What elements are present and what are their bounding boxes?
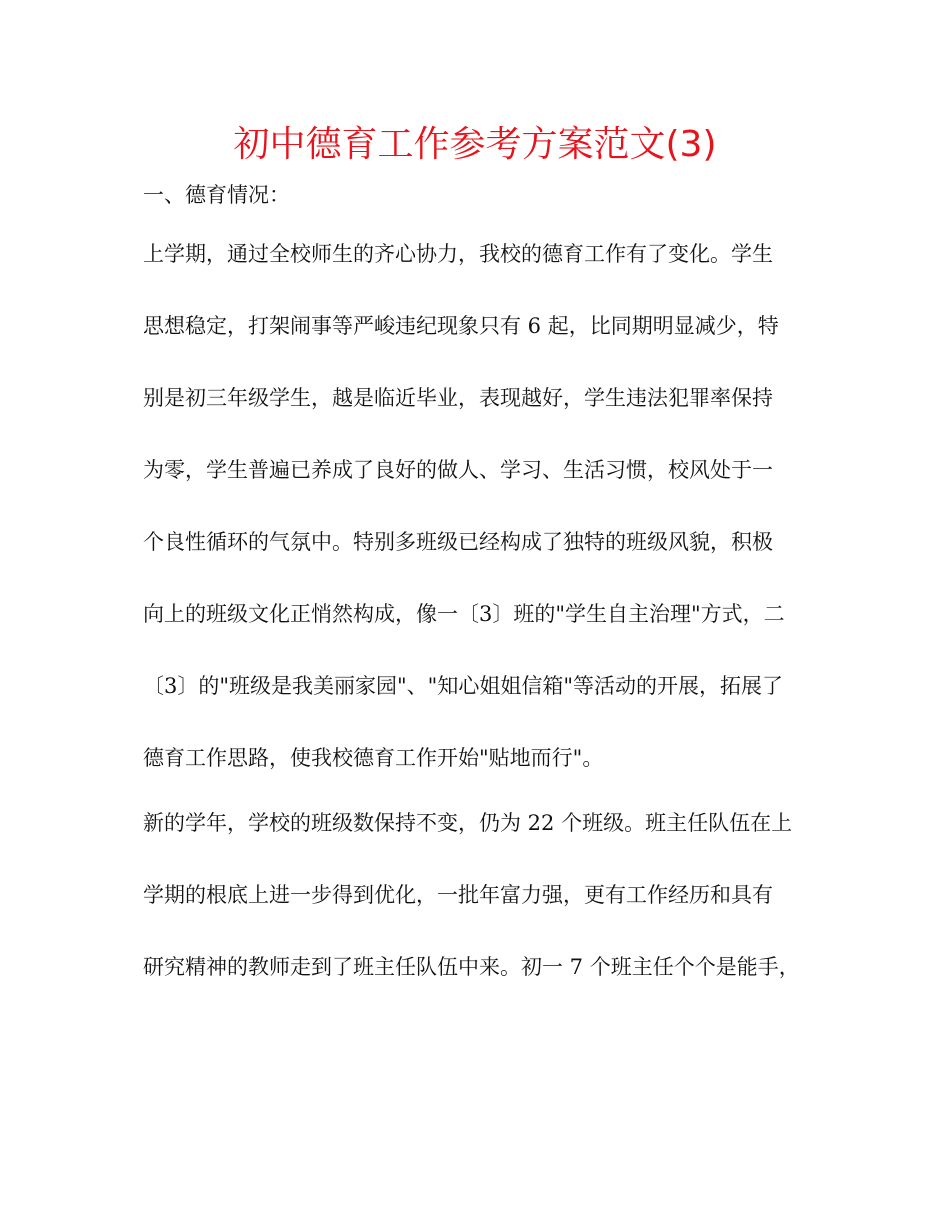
document-title: 初中德育工作参考方案范文(3) [233, 124, 717, 165]
paragraph-line: 向上的班级文化正悄然构成，像一〔3〕班的"学生自主治理"方式，二 [143, 602, 785, 626]
paragraph-line: 新的学年，学校的班级数保持不变，仍为 22 个班级。班主任队伍在上 [143, 811, 793, 835]
paragraph-line: 研究精神的教师走到了班主任队伍中来。初一 7 个班主任个个是能手， [143, 955, 800, 979]
paragraph-line: 思想稳定，打架闹事等严峻违纪现象只有 6 起，比同期明显减少，特 [143, 314, 779, 338]
paragraph-line: 上学期，通过全校师生的齐心协力，我校的德育工作有了变化。学生 [143, 242, 773, 266]
paragraph-line: 德育工作思路，使我校德育工作开始"贴地而行"。 [143, 746, 604, 770]
paragraph-line: 〔3〕的"班级是我美丽家园"、"知心姐姐信箱"等活动的开展，拓展了 [143, 674, 783, 698]
paragraph-line: 为零，学生普遍已养成了良好的做人、学习、生活习惯，校风处于一 [143, 458, 773, 482]
paragraph-line: 别是初三年级学生，越是临近毕业，表现越好，学生违法犯罪率保持 [143, 386, 773, 410]
section-heading: 一、德育情况： [143, 183, 290, 207]
paragraph-line: 个良性循环的气氛中。特别多班级已经构成了独特的班级风貌，积极 [143, 530, 773, 554]
paragraph-line: 学期的根底上进一步得到优化，一批年富力强，更有工作经历和具有 [143, 883, 773, 907]
